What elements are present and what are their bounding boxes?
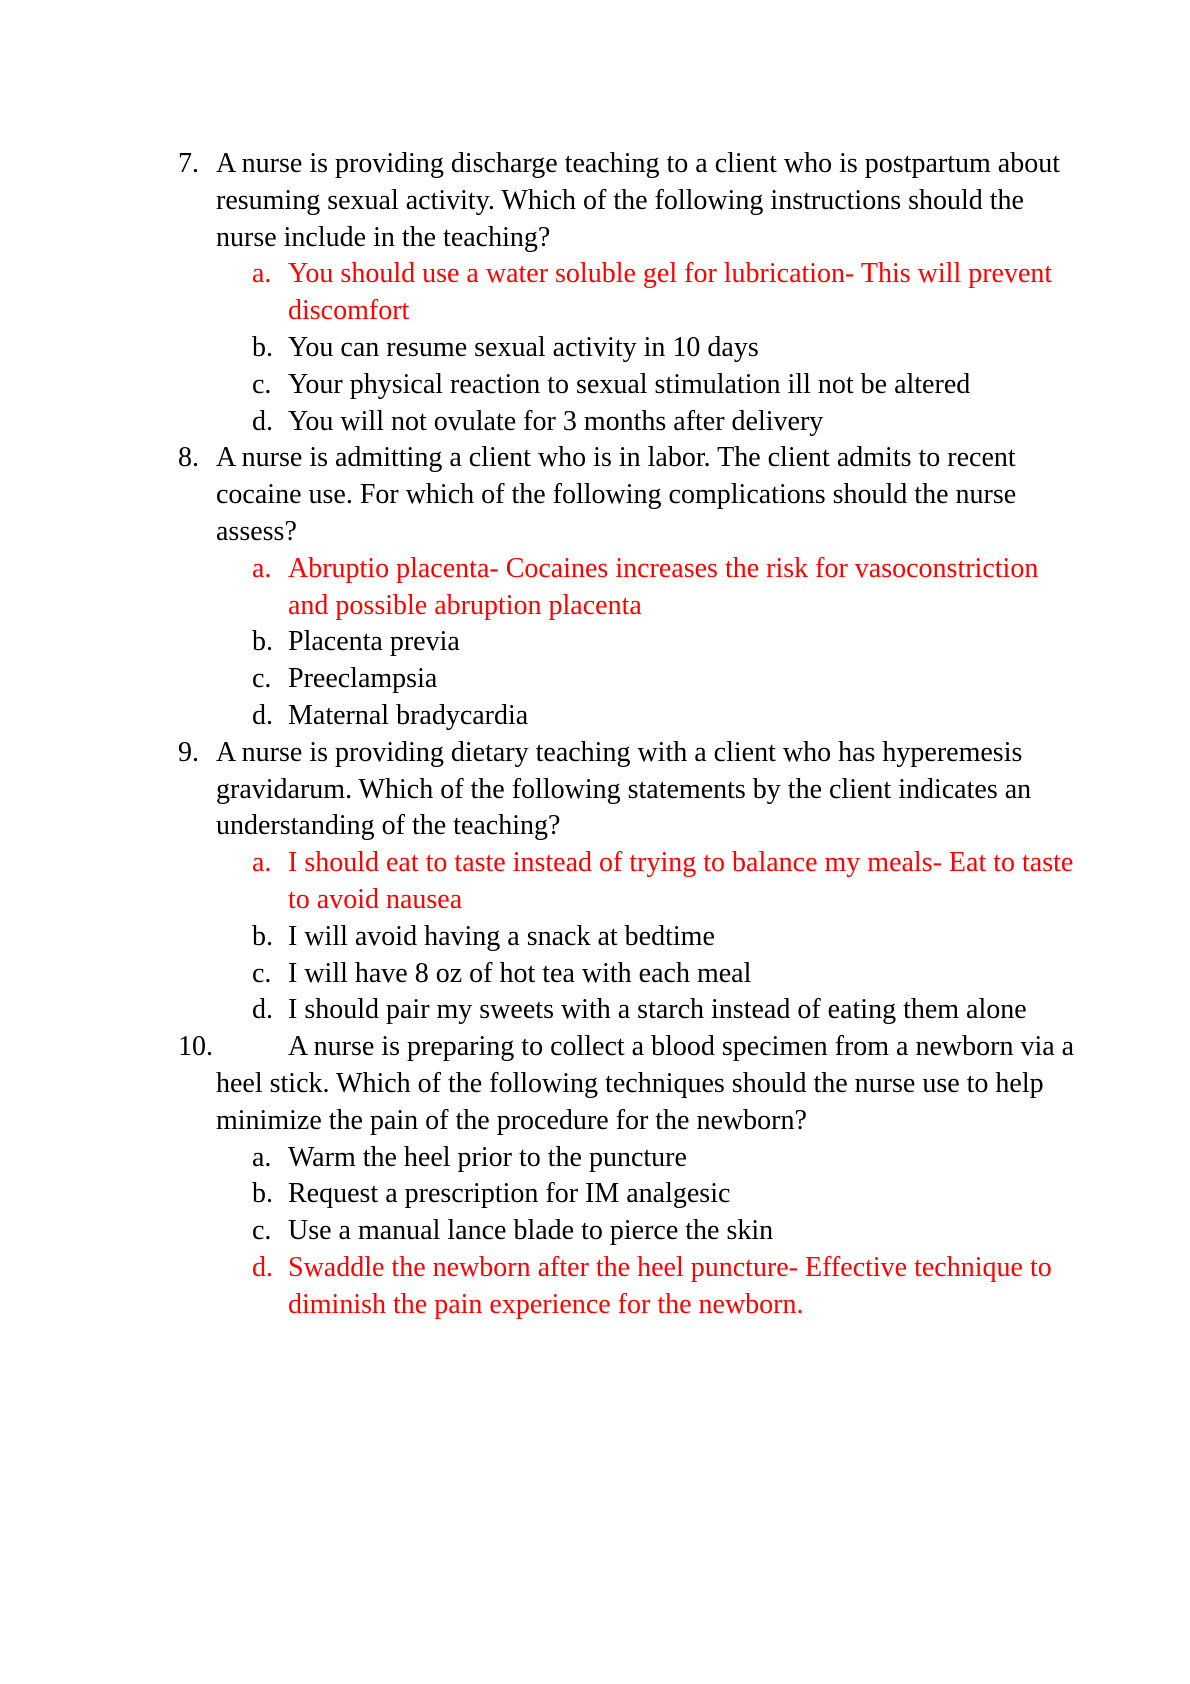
option-text: Maternal bradycardia (288, 699, 529, 731)
option-c (216, 956, 1078, 993)
option-text: I should eat to taste instead of trying to balance my meals- Eat to taste to avoid nausea (288, 847, 1074, 915)
answer-options (216, 256, 1078, 440)
option-d-correct (216, 1250, 1078, 1324)
option-letter: c. (252, 663, 272, 695)
option-a (216, 1140, 1078, 1177)
question-8 (178, 440, 1078, 734)
option-letter: a. (252, 258, 272, 290)
option-b (216, 624, 1078, 661)
option-d (216, 404, 1078, 441)
option-text: I should pair my sweets with a starch instead of eating them alone (288, 994, 1027, 1026)
option-c (216, 367, 1078, 404)
option-text: You will not ovulate for 3 months after delivery (288, 405, 824, 437)
option-letter: b. (252, 920, 273, 952)
question-10 (178, 1029, 1078, 1323)
option-c (216, 1213, 1078, 1250)
option-text: Abruptio placenta- Cocaines increases the risk for vasoconstriction and possible abruption placenta (288, 552, 1039, 621)
option-text: You should use a water soluble gel for lubrication- This will prevent discomfort (288, 258, 1053, 327)
option-letter: c. (252, 1215, 272, 1247)
option-letter: c. (252, 368, 272, 400)
option-letter: a. (252, 552, 272, 584)
option-d (216, 698, 1078, 735)
option-a-correct (216, 551, 1078, 625)
option-letter: d. (252, 405, 273, 437)
option-text: Placenta previa (288, 626, 460, 658)
question-7 (178, 146, 1078, 440)
question-number: 7. (178, 148, 199, 179)
option-b (216, 1176, 1078, 1213)
option-letter: b. (252, 1178, 273, 1210)
option-letter: d. (252, 994, 273, 1026)
option-text: Warm the heel prior to the puncture (288, 1141, 687, 1173)
option-text: Use a manual lance blade to pierce the skin (288, 1215, 774, 1247)
option-text: Swaddle the newborn after the heel puncture- Effective technique to diminish the pain experience for the newborn. (288, 1251, 1052, 1320)
option-d (216, 992, 1078, 1029)
option-c (216, 661, 1078, 698)
option-b (216, 919, 1078, 956)
answer-options (216, 551, 1078, 735)
option-text: I will avoid having a snack at bedtime (288, 920, 715, 952)
option-letter: d. (252, 699, 273, 731)
answer-options (216, 845, 1078, 1029)
option-text: I will have 8 oz of hot tea with each meal (288, 957, 752, 989)
option-letter: b. (252, 331, 273, 363)
question-number: 8. (178, 442, 199, 474)
question-number: 9. (178, 736, 199, 768)
question-text: A nurse is admitting a client who is in labor. The client admits to recent cocaine use. For which of the following complications should the nurse assess? (216, 442, 1017, 547)
option-text: Request a prescription for IM analgesic (288, 1178, 731, 1210)
question-text: A nurse is providing discharge teaching to a client who is postpartum about resuming sexual activity. Which of the following instructions should the nurse include in the teaching? (216, 148, 1060, 253)
option-letter: a. (252, 847, 272, 879)
option-text: Preeclampsia (288, 663, 438, 695)
option-a-correct (216, 845, 1078, 919)
option-b (216, 330, 1078, 367)
question-text: A nurse is preparing to collect a blood specimen from a newborn via a heel stick. Which of the following techniques should the nurse use to help minimize the pain of the procedure for the newborn? (216, 1031, 1075, 1136)
option-letter: c. (252, 957, 272, 989)
option-letter: d. (252, 1251, 273, 1283)
question-text: A nurse is providing dietary teaching with a client who has hyperemesis gravidarum. Which of the following statements by the client indicates an understanding of the teaching? (216, 736, 1032, 842)
question-9 (178, 735, 1078, 1029)
option-a-correct (216, 256, 1078, 330)
question-number: 10. (178, 1031, 213, 1063)
answer-options (216, 1140, 1078, 1324)
option-letter: a. (252, 1141, 272, 1173)
option-text: You can resume sexual activity in 10 days (288, 331, 759, 363)
question-list (178, 146, 1078, 1324)
option-text: Your physical reaction to sexual stimulation ill not be altered (288, 368, 971, 400)
option-letter: b. (252, 626, 273, 658)
